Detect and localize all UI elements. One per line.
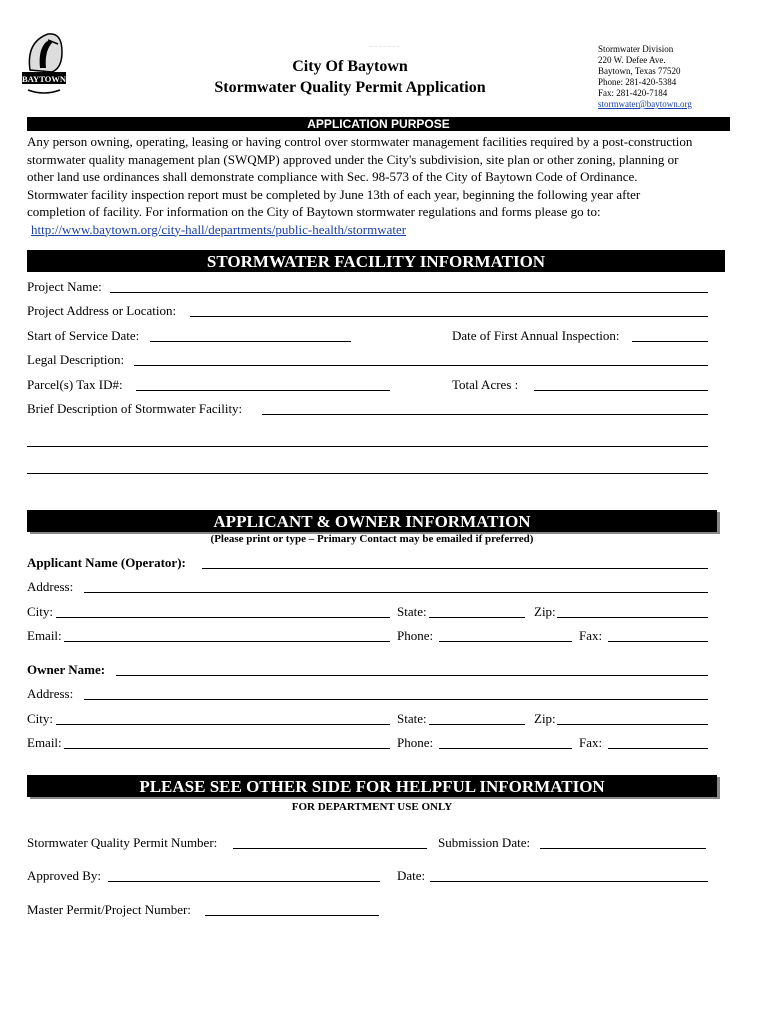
brief-description-label: Brief Description of Stormwater Facility: (27, 401, 243, 416)
permit-number-field[interactable] (233, 848, 427, 849)
owner-phone-field[interactable] (439, 748, 572, 749)
owner-name-field[interactable] (116, 675, 708, 676)
applicant-address-field[interactable] (84, 592, 708, 593)
applicant-city-label: City: (27, 604, 54, 619)
date-field[interactable] (430, 881, 708, 882)
page-title: City Of Baytown (292, 58, 408, 75)
applicant-state-label: State: (397, 604, 427, 619)
purpose-line: stormwater quality management plan (SWQMP) approved under the City's subdivision, site plan or other zoning, planning or (27, 151, 679, 167)
applicant-name-label: Applicant Name (Operator): (27, 555, 186, 570)
purpose-line: Stormwater facility inspection report must be completed by June 13th of each year, beginning the following year after (27, 186, 641, 202)
helpful-info-heading: PLEASE SEE OTHER SIDE FOR HELPFUL INFORMATION (27, 775, 717, 797)
applicant-email-label: Email: (27, 628, 62, 643)
purpose-line: Any person owning, operating, leasing or having control over stormwater management facilities required by a post-construction (27, 134, 693, 149)
page-subtitle: Stormwater Quality Permit Application (214, 79, 486, 96)
owner-phone-label: Phone: (397, 735, 434, 750)
purpose-line: other land use ordinances shall demonstrate compliance with Sec. 98-573 of the City of Baytown Code of Ordinance. (27, 169, 638, 184)
applicant-fax-field[interactable] (608, 641, 708, 642)
owner-state-label: State: (397, 711, 427, 726)
applicant-phone-field[interactable] (439, 641, 572, 642)
brief-description-line-3[interactable] (27, 473, 708, 474)
applicant-state-field[interactable] (429, 617, 525, 618)
applicant-city-field[interactable] (56, 617, 390, 618)
owner-email-field[interactable] (64, 748, 390, 749)
first-inspection-field[interactable] (632, 341, 708, 342)
purpose-line: completion of facility. For information on the City of Baytown stormwater regulations and forms please go to: (27, 204, 601, 219)
start-date-label: Start of Service Date: (27, 328, 140, 343)
owner-fax-label: Fax: (579, 735, 603, 750)
owner-name-label: Owner Name: (27, 662, 106, 677)
date-label: Date: (397, 868, 426, 883)
submission-date-field[interactable] (540, 848, 706, 849)
legal-description-label: Legal Description: (27, 352, 125, 367)
submission-date-label: Submission Date: (438, 835, 531, 850)
approved-by-label: Approved By: (27, 868, 102, 883)
contact-block (598, 44, 692, 110)
project-name-field[interactable] (110, 292, 708, 293)
applicant-address-label: Address: (27, 579, 74, 594)
owner-zip-label: Zip: (534, 711, 556, 726)
brief-description-field[interactable] (262, 414, 708, 415)
first-inspection-label: Date of First Annual Inspection: (452, 328, 620, 343)
total-acres-field[interactable] (534, 390, 708, 391)
contact-email-link[interactable]: stormwater@baytown.org (598, 99, 692, 109)
total-acres-label: Total Acres : (452, 377, 519, 392)
applicant-phone-label: Phone: (397, 628, 434, 643)
application-purpose-heading: APPLICATION PURPOSE (27, 117, 730, 131)
application-purpose-text (27, 133, 742, 238)
applicant-note: (Please print or type – Primary Contact may be emailed if preferred) (210, 533, 534, 545)
brief-description-line-2[interactable] (27, 446, 708, 447)
owner-fax-field[interactable] (608, 748, 708, 749)
department-use-label: FOR DEPARTMENT USE ONLY (291, 801, 453, 813)
start-date-field[interactable] (150, 341, 351, 342)
owner-address-label: Address: (27, 686, 74, 701)
applicant-zip-label: Zip: (534, 604, 556, 619)
applicant-section-heading: APPLICANT & OWNER INFORMATION (27, 510, 717, 532)
permit-number-label: Stormwater Quality Permit Number: (27, 835, 218, 850)
contact-city: Baytown, Texas 77520 (598, 66, 681, 76)
contact-street: 220 W. Defee Ave. (598, 55, 666, 65)
owner-email-label: Email: (27, 735, 62, 750)
parcel-tax-label: Parcel(s) Tax ID#: (27, 377, 123, 392)
facility-section-heading: STORMWATER FACILITY INFORMATION (27, 250, 725, 272)
owner-address-field[interactable] (84, 699, 708, 700)
applicant-email-field[interactable] (64, 641, 390, 642)
approved-by-field[interactable] (108, 881, 380, 882)
owner-city-label: City: (27, 711, 54, 726)
stormwater-link[interactable]: http://www.baytown.org/city-hall/departments/public-health/stormwater (31, 221, 407, 237)
contact-phone: Phone: 281-420-5384 (598, 77, 677, 87)
master-permit-field[interactable] (205, 915, 379, 916)
project-name-label: Project Name: (27, 279, 102, 294)
project-address-label: Project Address or Location: (27, 303, 177, 318)
applicant-zip-field[interactable] (557, 617, 708, 618)
owner-city-field[interactable] (56, 724, 390, 725)
faint-mark: _ _ _ _ _ _ _ (370, 42, 400, 48)
baytown-logo (22, 30, 66, 102)
owner-state-field[interactable] (429, 724, 525, 725)
applicant-name-field[interactable] (202, 568, 708, 569)
master-permit-label: Master Permit/Project Number: (27, 902, 191, 917)
applicant-fax-label: Fax: (579, 628, 603, 643)
project-address-field[interactable] (190, 316, 708, 317)
parcel-tax-field[interactable] (136, 390, 390, 391)
contact-fax: Fax: 281-420-7184 (598, 88, 668, 98)
owner-zip-field[interactable] (557, 724, 708, 725)
contact-division: Stormwater Division (598, 44, 674, 54)
legal-description-field[interactable] (134, 365, 708, 366)
logo-text: BAYTOWN (22, 74, 66, 84)
